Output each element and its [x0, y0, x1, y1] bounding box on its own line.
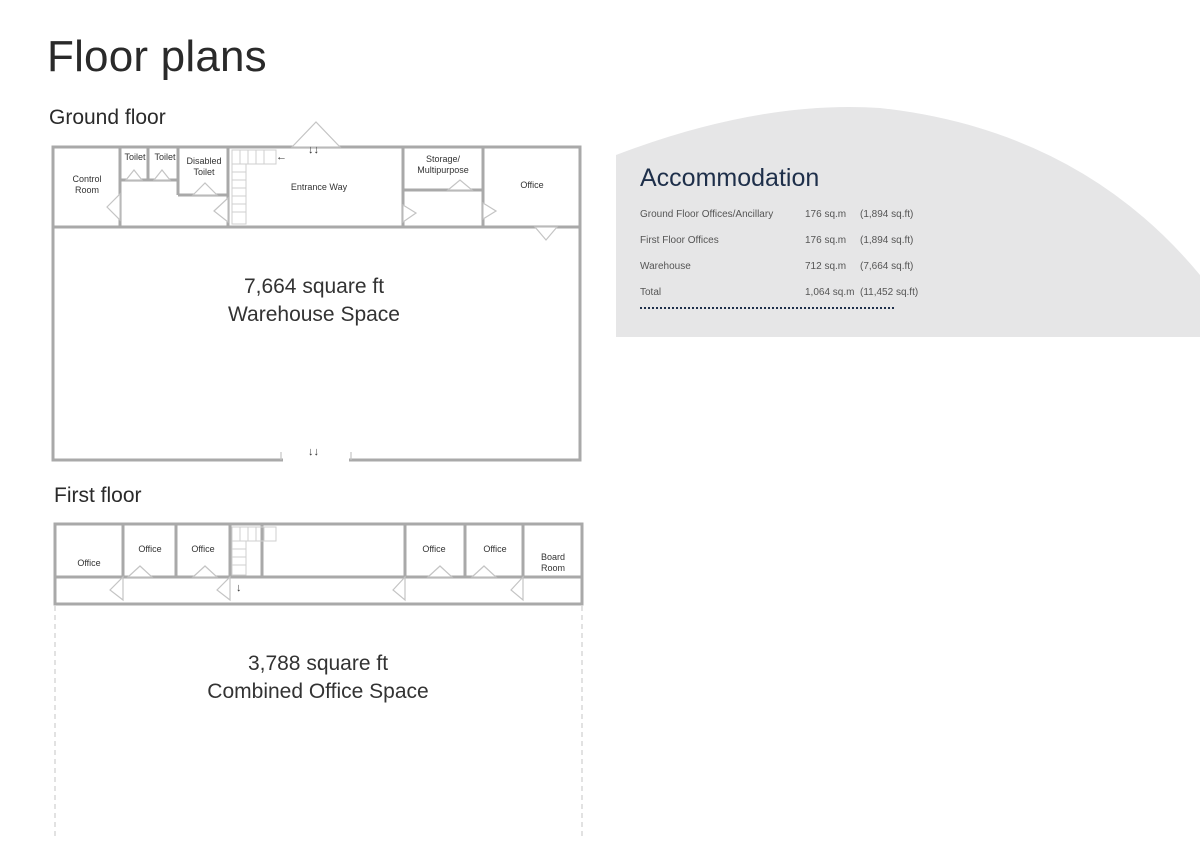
room-disabled-toilet-line2: Toilet — [193, 167, 215, 177]
row-name: First Floor Offices — [640, 234, 719, 246]
room-storage-line2: Multipurpose — [417, 165, 469, 175]
room-ff-office-3: Office — [191, 544, 215, 554]
first-floor-label: First floor — [54, 484, 142, 507]
first-floor-outline — [55, 524, 582, 604]
accommodation-row — [640, 227, 940, 253]
row-sqm: 176 sq.m — [805, 234, 847, 246]
accommodation-panel — [640, 164, 940, 309]
stair-arrow-icon: ← — [276, 151, 287, 163]
room-ff-office-5: Office — [483, 544, 507, 554]
room-storage-line1: Storage/ — [425, 154, 461, 164]
accommodation-row — [640, 253, 940, 279]
row-sqft: (11,452 sq.ft) — [860, 286, 919, 298]
accommodation-title: Accommodation — [640, 164, 820, 192]
accommodation-row-total — [640, 279, 940, 305]
room-board-room-line2: Room — [540, 563, 566, 573]
row-sqm: 1,064 sq.m — [805, 286, 855, 298]
row-sqft: (7,664 sq.ft) — [860, 260, 914, 272]
entrance-arrows-icon: ↓↓ — [308, 144, 319, 156]
ground-floor-label: Ground floor — [49, 106, 166, 129]
loading-arrows-icon: ↓↓ — [308, 446, 319, 458]
office-area-label: Combined Office Space — [207, 680, 429, 703]
room-toilet-1: Toilet — [124, 152, 146, 162]
row-name: Ground Floor Offices/Ancillary — [640, 208, 774, 220]
warehouse-area-value: 7,664 square ft — [243, 275, 385, 298]
row-sqm: 712 sq.m — [805, 260, 847, 272]
row-name: Warehouse — [640, 260, 691, 272]
row-sqft: (1,894 sq.ft) — [860, 208, 914, 220]
room-ff-office-1: Office — [77, 558, 101, 568]
room-control-room-line1: Control — [72, 174, 102, 184]
room-office: Office — [520, 180, 544, 190]
row-sqm: 176 sq.m — [805, 208, 847, 220]
room-disabled-toilet-line1: Disabled — [186, 156, 222, 166]
dotted-divider — [640, 307, 894, 309]
office-area-value: 3,788 square ft — [247, 652, 389, 675]
room-entrance-way: Entrance Way — [290, 182, 348, 192]
room-board-room-line1: Board — [540, 552, 566, 562]
room-toilet-2: Toilet — [154, 152, 176, 162]
row-sqft: (1,894 sq.ft) — [860, 234, 914, 246]
room-control-room-line2: Room — [74, 185, 100, 195]
room-ff-office-4: Office — [422, 544, 446, 554]
warehouse-area-label: Warehouse Space — [228, 303, 400, 326]
page-title: Floor plans — [47, 32, 267, 81]
room-ff-office-2: Office — [138, 544, 162, 554]
accommodation-row — [640, 201, 940, 227]
stair-down-arrow-icon: ↓ — [236, 582, 242, 594]
row-name: Total — [640, 286, 662, 298]
